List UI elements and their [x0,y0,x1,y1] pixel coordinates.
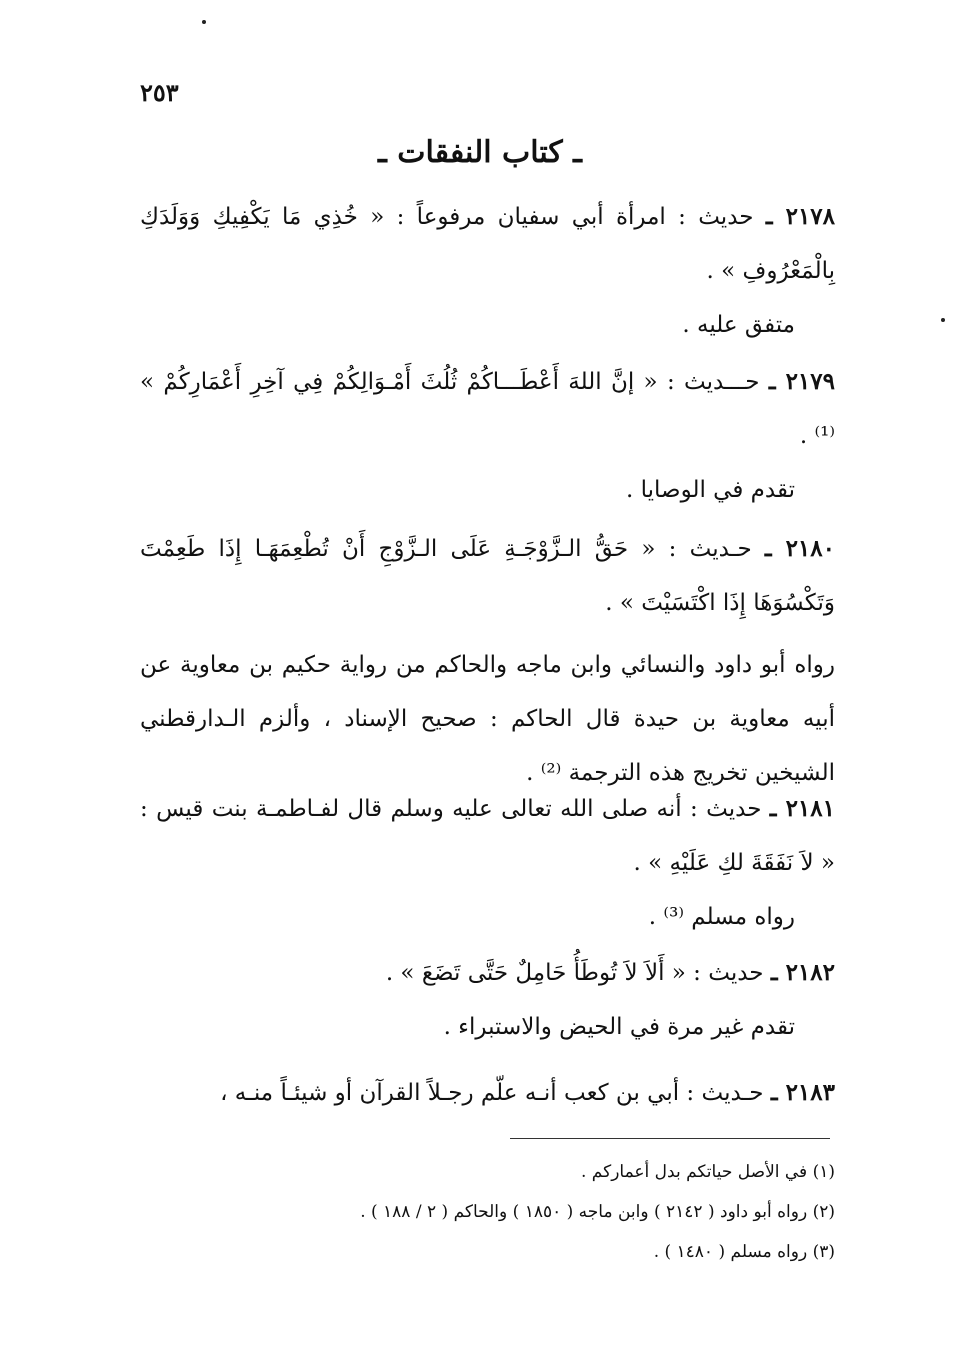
footnotes [140,1152,835,1272]
page-number: ٢٥٣ [140,78,179,107]
footnote-1: (١) في الأصل حياتكم بدل أعماركم . [580,1162,835,1182]
hadith-note: رواه مسلم ⁽³⁾ . [648,904,795,930]
hadith-text [140,782,835,890]
hadith-body: حديث : « أَلاَ لاَ تُوطَأُ حَامِلٌ حَتَّى تَضَعَ » . [385,960,764,986]
footnote-divider [510,1138,830,1139]
hadith-text [140,522,835,630]
hadith-note: رواه أبو داود والنسائي وابن ماجه والحاكم من رواية حكيم بن معاوية عن أبيه معاوية بن حيدة قال الحاكم : صحيح الإسناد ، وألزم الـدارقطني الشيخين تخريج هذه الترجمة ⁽²⁾ . [140,652,835,786]
entry-2182 [140,946,835,1054]
hadith-text [140,1066,835,1120]
hadith-body: حـديث : « حَقُّ الـزَّوْجَـةِ عَلَى الـزَّوْجِ أَنْ تُطْعِمَهَـا إِذَا طَعِمْتَ وَتَكْسُوَهَا إِذَا اكْتَسَيْتَ » . [140,536,835,616]
hadith-number: ٢١٧٩ ـ [768,368,835,395]
hadith-number: ٢١٨١ ـ [769,795,835,822]
footnote-3: (٣) رواه مسلم ( ١٤٨٠ ) . [653,1242,835,1262]
entry-2183 [140,1066,835,1120]
entry-2179 [140,355,835,517]
hadith-note: تقدم غير مرة في الحيض والاستبراء . [443,1014,795,1040]
hadith-body: حـــديث : « إنَّ اللهَ أَعْطَـــاكُمْ ثُلُثَ أَمْـوَالِكُمْ فِي آخِرِ أَعْمَارِكُمْ » ⁽¹⁾ . [140,369,835,449]
hadith-note: تقدم في الوصايا . [626,477,795,503]
print-speck [202,20,206,24]
hadith-number: ٢١٧٨ ـ [765,203,836,230]
hadith-text [140,355,835,463]
footnote-2: (٢) رواه أبو داود ( ٢١٤٢ ) وابن ماجه ( ١٨٥٠ ) والحاكم ( ٢ / ١٨٨ ) . [360,1202,835,1222]
chapter-title: ـ كتاب النفقات ـ [378,135,582,170]
entry-2178 [140,190,835,352]
entry-2180 [140,522,835,800]
hadith-number: ٢١٨٠ ـ [764,535,835,562]
hadith-text [140,190,835,298]
hadith-number: ٢١٨٣ ـ [770,1079,835,1106]
print-speck [941,318,945,322]
hadith-text [140,946,835,1000]
hadith-body: حديث : امرأة أبي سفيان مرفوعاً : « خُذِي مَا يَكْفِيكِ وَوَلَدَكِ بِالْمَعْرُوفِ » . [140,204,835,284]
hadith-body: حديث : أنه صلى الله تعالى عليه وسلم قال لفـاطمـة بنت قيس : « لاَ نَفَقَةَ لكِ عَلَيْهِ » . [140,796,835,876]
hadith-body: حـديث : أبي بن كعب أنـه علّم رجـلاً القرآن أو شيئـاً منـه ، [220,1080,764,1106]
hadith-note: متفق عليه . [682,312,795,338]
entry-2181 [140,782,835,944]
hadith-number: ٢١٨٢ ـ [770,959,835,986]
